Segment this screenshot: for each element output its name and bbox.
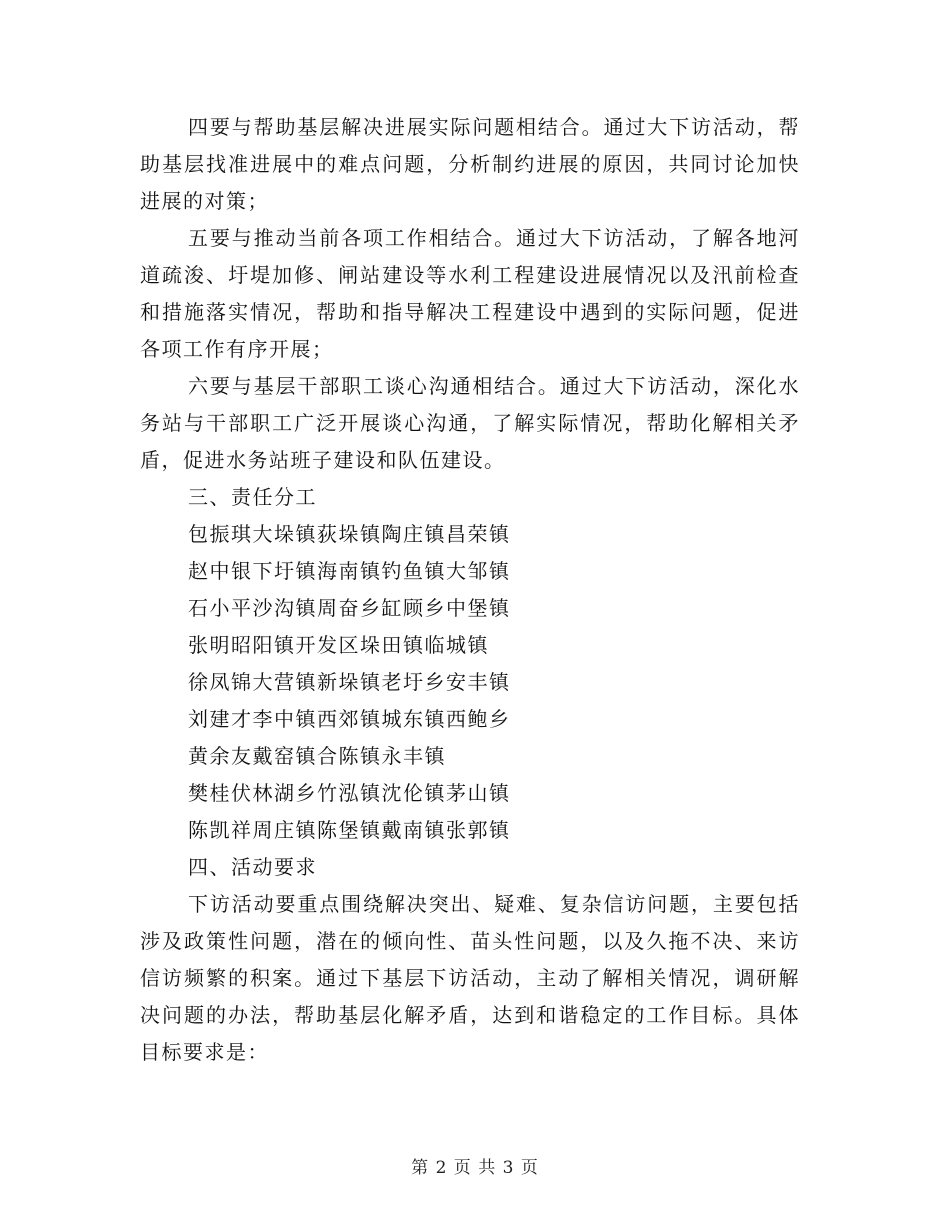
- document-body: [140, 109, 800, 1071]
- paragraph-item-five: 五要与推动当前各项工作相结合。通过大下访活动，了解各地河道疏浚、圩堤加修、闸站建设等水利工程建设进展情况以及汛前检查和措施落实情况，帮助和指导解决工程建设中遇到的实际问题，促进各项工作有序开展；: [140, 226, 800, 361]
- section-heading-requirements: 四、活动要求: [188, 855, 317, 879]
- assignment-line: 石小平沙沟镇周奋乡缸顾乡中堡镇: [188, 596, 511, 620]
- assignment-line: 包振琪大垛镇荻垛镇陶庄镇昌荣镇: [188, 522, 511, 546]
- assignment-line: 徐凤锦大营镇新垛镇老圩乡安丰镇: [188, 670, 511, 694]
- assignment-line: 张明昭阳镇开发区垛田镇临城镇: [188, 633, 489, 657]
- assignment-line: 赵中银下圩镇海南镇钓鱼镇大邹镇: [188, 559, 511, 583]
- paragraph-item-six: 六要与基层干部职工谈心沟通相结合。通过大下访活动，深化水务站与干部职工广泛开展谈心沟通，了解实际情况，帮助化解相关矛盾，促进水务站班子建设和队伍建设。: [140, 374, 800, 472]
- assignment-line: 陈凯祥周庄镇陈堡镇戴南镇张郭镇: [188, 818, 511, 842]
- page-number-footer: 第 2 页 共 3 页: [411, 1158, 539, 1178]
- paragraph-requirements: 下访活动要重点围绕解决突出、疑难、复杂信访问题，主要包括涉及政策性问题，潜在的倾向性、苗头性问题，以及久拖不决、来访信访频繁的积案。通过下基层下访活动，主动了解相关情况，调研解决问题的办法，帮助基层化解矛盾，达到和谐稳定的工作目标。具体目标要求是：: [140, 892, 800, 1064]
- assignment-line: 黄余友戴窑镇合陈镇永丰镇: [188, 744, 446, 768]
- paragraph-item-four: 四要与帮助基层解决进展实际问题相结合。通过大下访活动，帮助基层找准进展中的难点问题，分析制约进展的原因，共同讨论加快进展的对策；: [140, 115, 800, 213]
- section-heading-responsibility: 三、责任分工: [188, 485, 317, 509]
- assignment-line: 樊桂伏林湖乡竹泓镇沈伦镇茅山镇: [188, 781, 511, 805]
- assignment-line: 刘建才李中镇西郊镇城东镇西鲍乡: [188, 707, 511, 731]
